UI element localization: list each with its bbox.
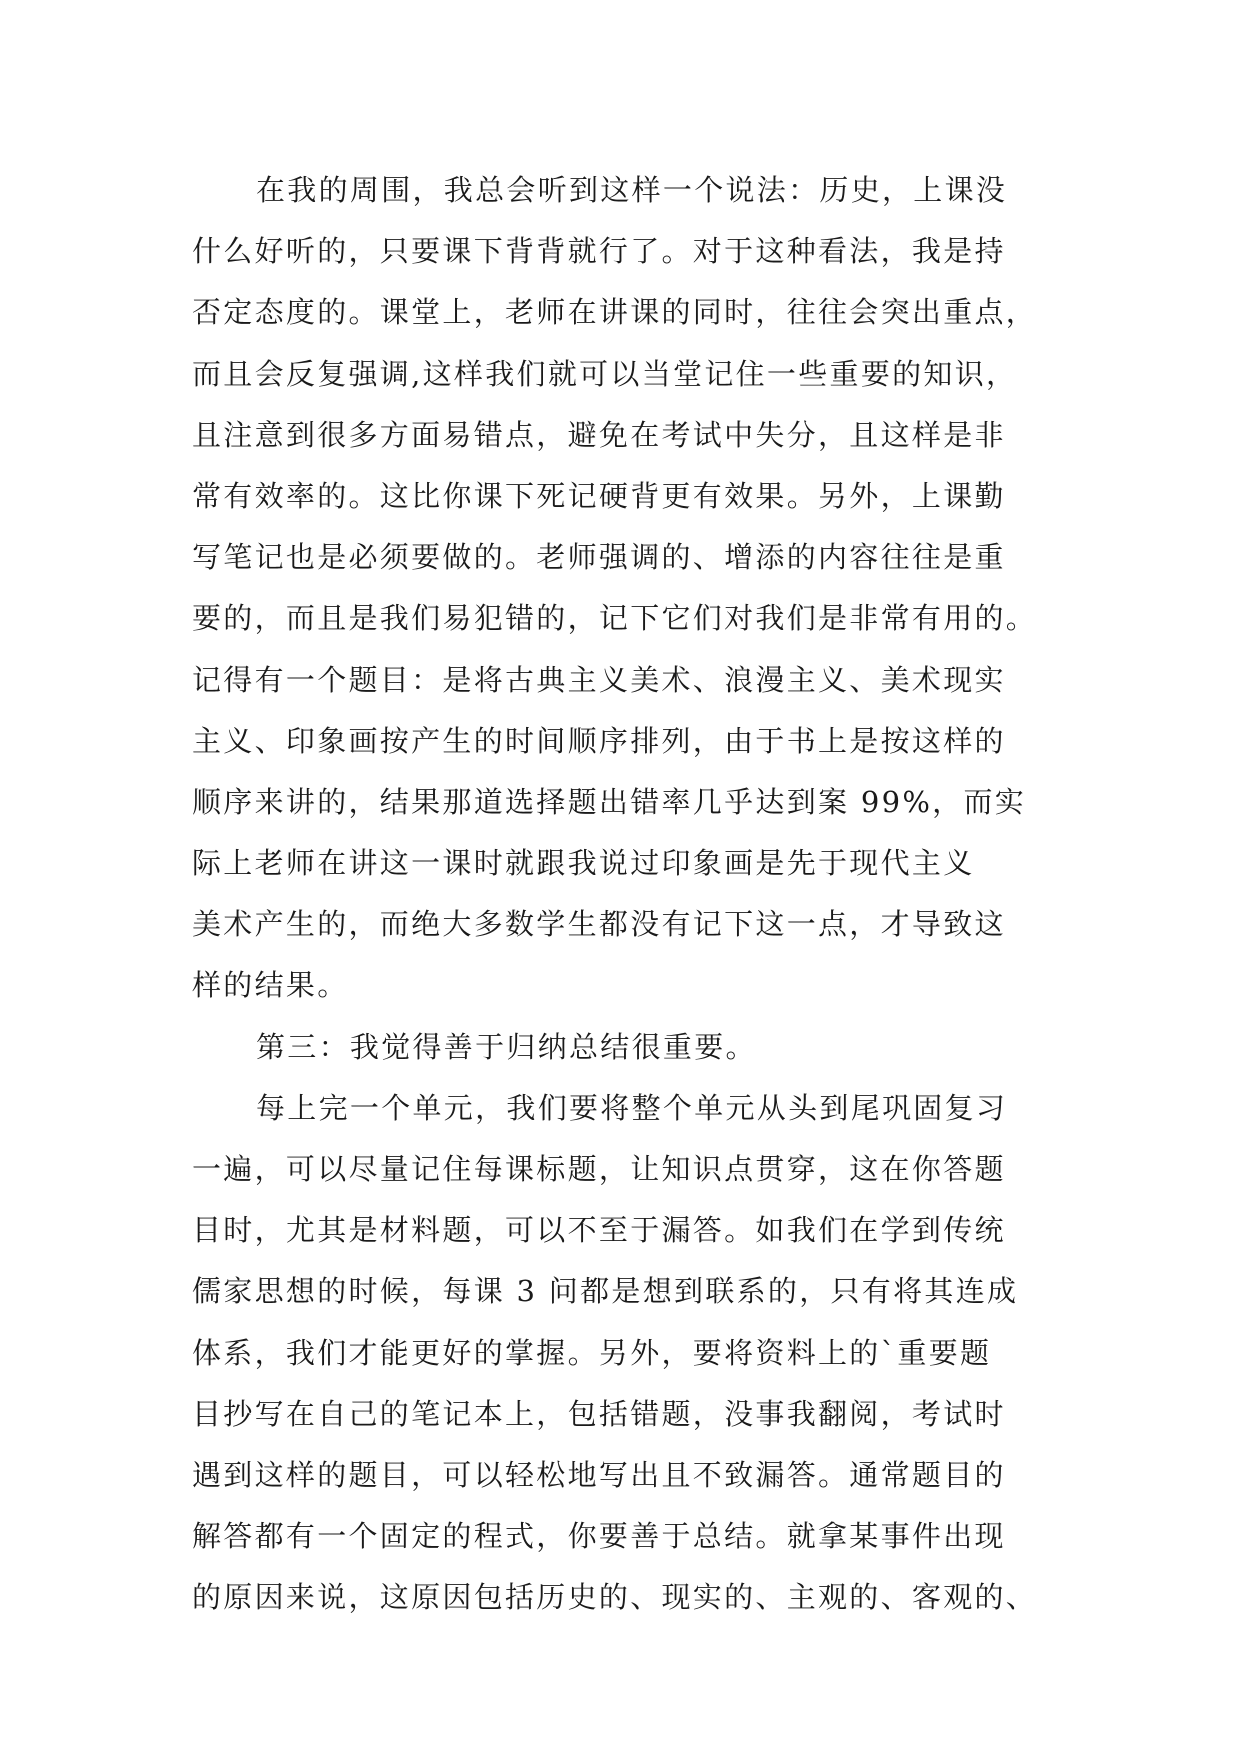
paragraph-line: 在我的周围，我总会听到这样一个说法：历史，上课没 <box>256 173 1008 207</box>
paragraph-line: 目时，尤其是材料题，可以不至于漏答。如我们在学到传统 <box>192 1213 1006 1248</box>
paragraph-line: 美术产生的，而绝大多数学生都没有记下这一点，才导致这 <box>192 907 1006 942</box>
paragraph-line: 目抄写在自己的笔记本上，包括错题，没事我翻阅，考试时 <box>192 1396 1006 1431</box>
paragraph-line: 主义、印象画按产生的时间顺序排列，由于书上是按这样的 <box>192 723 1006 758</box>
paragraph-line: 记得有一个题目：是将古典主义美术、浪漫主义、美术现实 <box>192 662 1006 697</box>
paragraph-line: 而且会反复强调,这样我们就可以当堂记住一些重要的知识， <box>192 356 1018 391</box>
paragraph-line: 遇到这样的题目，可以轻松地写出且不致漏答。通常题目的 <box>192 1457 1006 1492</box>
paragraph-line: 否定态度的。课堂上，老师在讲课的同时，往往会突出重点， <box>192 295 1038 330</box>
paragraph-line: 每上完一个单元，我们要将整个单元从头到尾巩固复习 <box>256 1090 1008 1125</box>
section-heading: 第三：我觉得善于归纳总结很重要。 <box>256 1029 757 1064</box>
paragraph-line: 且注意到很多方面易错点，避免在考试中失分，且这样是非 <box>192 417 1006 452</box>
paragraph-line: 什么好听的，只要课下背背就行了。对于这种看法，我是持 <box>192 234 1006 269</box>
paragraph-line: 写笔记也是必须要做的。老师强调的、增添的内容往往是重 <box>192 540 1006 575</box>
paragraph-line: 顺序来讲的，结果那道选择题出错率几乎达到案 99%，而实 <box>192 784 1027 819</box>
paragraph-line: 要的，而且是我们易犯错的，记下它们对我们是非常有用的。 <box>192 601 1038 636</box>
paragraph-line: 解答都有一个固定的程式，你要善于总结。就拿某事件出现 <box>192 1519 1006 1554</box>
paragraph-line: 的原因来说，这原因包括历史的、现实的、主观的、客观的、 <box>192 1580 1038 1615</box>
paragraph-line: 际上老师在讲这一课时就跟我说过印象画是先于现代主义 <box>192 846 975 881</box>
paragraph-line: 体系，我们才能更好的掌握。另外，要将资料上的`重要题 <box>192 1335 992 1370</box>
body-text <box>192 160 1054 1629</box>
paragraph-line: 常有效率的。这比你课下死记硬背更有效果。另外，上课勤 <box>192 478 1006 513</box>
paragraph-line: 一遍，可以尽量记住每课标题，让知识点贯穿，这在你答题 <box>192 1152 1006 1186</box>
paragraph-line: 儒家思想的时候，每课 3 问都是想到联系的，只有将其连成 <box>192 1274 1019 1309</box>
paragraph-line: 样的结果。 <box>192 968 349 1003</box>
